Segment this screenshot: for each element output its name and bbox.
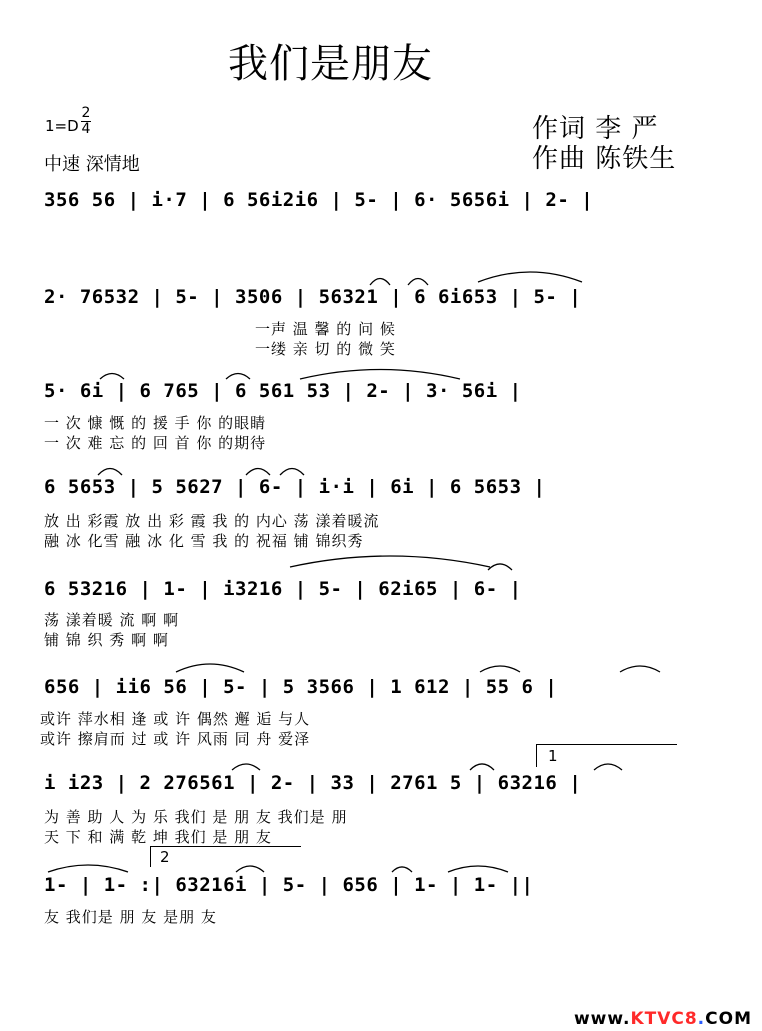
- notes-system-7: i i23 | 2 276561 | 2- | 33 | 2761 5 | 63216 |: [44, 772, 582, 794]
- tie: [370, 279, 390, 286]
- volta-2-number: 2: [160, 848, 170, 866]
- tie: [226, 374, 250, 380]
- tie: [232, 764, 260, 770]
- site-watermark: [574, 1009, 752, 1029]
- watermark-dot: .: [697, 1009, 706, 1029]
- lyrics-system-3-verse-1: 一 次 慷 慨 的 援 手 你 的眼睛: [44, 414, 267, 432]
- tie: [594, 764, 622, 770]
- time-signature-top: 2: [81, 105, 91, 121]
- lyrics-system-7-verse-1: 为 善 助 人 为 乐 我们 是 朋 友 我们是 朋: [44, 808, 348, 826]
- tie: [448, 866, 508, 872]
- tie: [408, 279, 428, 286]
- key-signature: 1=D: [45, 117, 79, 135]
- tie: [48, 865, 128, 872]
- lyrics-system-2-verse-2: 一缕 亲 切 的 微 笑: [255, 340, 396, 358]
- slur: [290, 556, 490, 567]
- notes-system-4: 6 5653 | 5 5627 | 6- | i·i | 6i | 6 5653 |: [44, 476, 546, 498]
- tie: [392, 867, 412, 872]
- watermark-brand: KTVC8: [630, 1009, 698, 1029]
- notes-system-8: 1- | 1- :| 63216i | 5- | 656 | 1- | 1- ||: [44, 874, 534, 896]
- slur: [300, 370, 460, 380]
- tie: [480, 666, 520, 672]
- watermark-prefix: www.: [573, 1009, 631, 1029]
- lyrics-system-6-verse-1: 或许 萍水相 逢 或 许 偶然 邂 逅 与人: [40, 710, 311, 728]
- lyrics-system-5-verse-1: 荡 漾着暖 流 啊 啊: [44, 611, 180, 629]
- lyrics-system-3-verse-2: 一 次 难 忘 的 回 首 你 的期待: [44, 434, 267, 452]
- slur: [478, 272, 582, 282]
- tie: [470, 764, 494, 770]
- volta-1-number: 1: [548, 747, 558, 765]
- lyricist-credit: 作词 李 严: [532, 114, 659, 144]
- tie: [246, 469, 270, 476]
- notes-system-1: 356 56 | i·7 | 6 56i2i6 | 5- | 6· 5656i | 2- |: [44, 189, 594, 211]
- lyrics-system-2-verse-1: 一声 温 馨 的 问 候: [255, 320, 396, 338]
- tie: [100, 374, 124, 380]
- notes-system-5: 6 53216 | 1- | i3216 | 5- | 62i65 | 6- |: [44, 578, 522, 600]
- notes-system-6: 656 | ii6 56 | 5- | 5 3566 | 1 612 | 55 6 |: [44, 676, 558, 698]
- lyrics-system-4-verse-1: 放 出 彩霞 放 出 彩 霞 我 的 内心 荡 漾着暖流: [44, 512, 380, 530]
- tie: [488, 564, 512, 570]
- slur: [176, 664, 244, 672]
- lyrics-system-5-verse-2: 铺 锦 织 秀 啊 啊: [44, 631, 169, 649]
- watermark-suffix: COM: [705, 1009, 752, 1029]
- notes-system-2: 2· 76532 | 5- | 3506 | 56321 | 6 6i653 | 5- |: [44, 286, 582, 308]
- song-title: 我们是朋友: [228, 41, 433, 87]
- tie: [620, 666, 660, 672]
- lyrics-system-6-verse-2: 或许 擦肩而 过 或 许 风雨 同 舟 爱泽: [40, 730, 311, 748]
- tie: [236, 866, 264, 872]
- lyrics-system-4-verse-2: 融 冰 化雪 融 冰 化 雪 我 的 祝福 铺 锦织秀: [44, 532, 364, 550]
- tempo-marking: 中速 深情地: [44, 154, 140, 175]
- lyrics-system-8-verse-1: 友 我们是 朋 友 是朋 友: [44, 908, 217, 926]
- lyrics-system-7-verse-2: 天 下 和 满 乾 坤 我们 是 朋 友: [44, 828, 272, 846]
- composer-credit: 作曲 陈铁生: [532, 144, 677, 174]
- tie: [98, 469, 122, 476]
- tie: [280, 469, 304, 476]
- notes-system-3: 5· 6i | 6 765 | 6 561 53 | 2- | 3· 56i |: [44, 380, 522, 402]
- time-signature-bottom: 4: [81, 121, 91, 137]
